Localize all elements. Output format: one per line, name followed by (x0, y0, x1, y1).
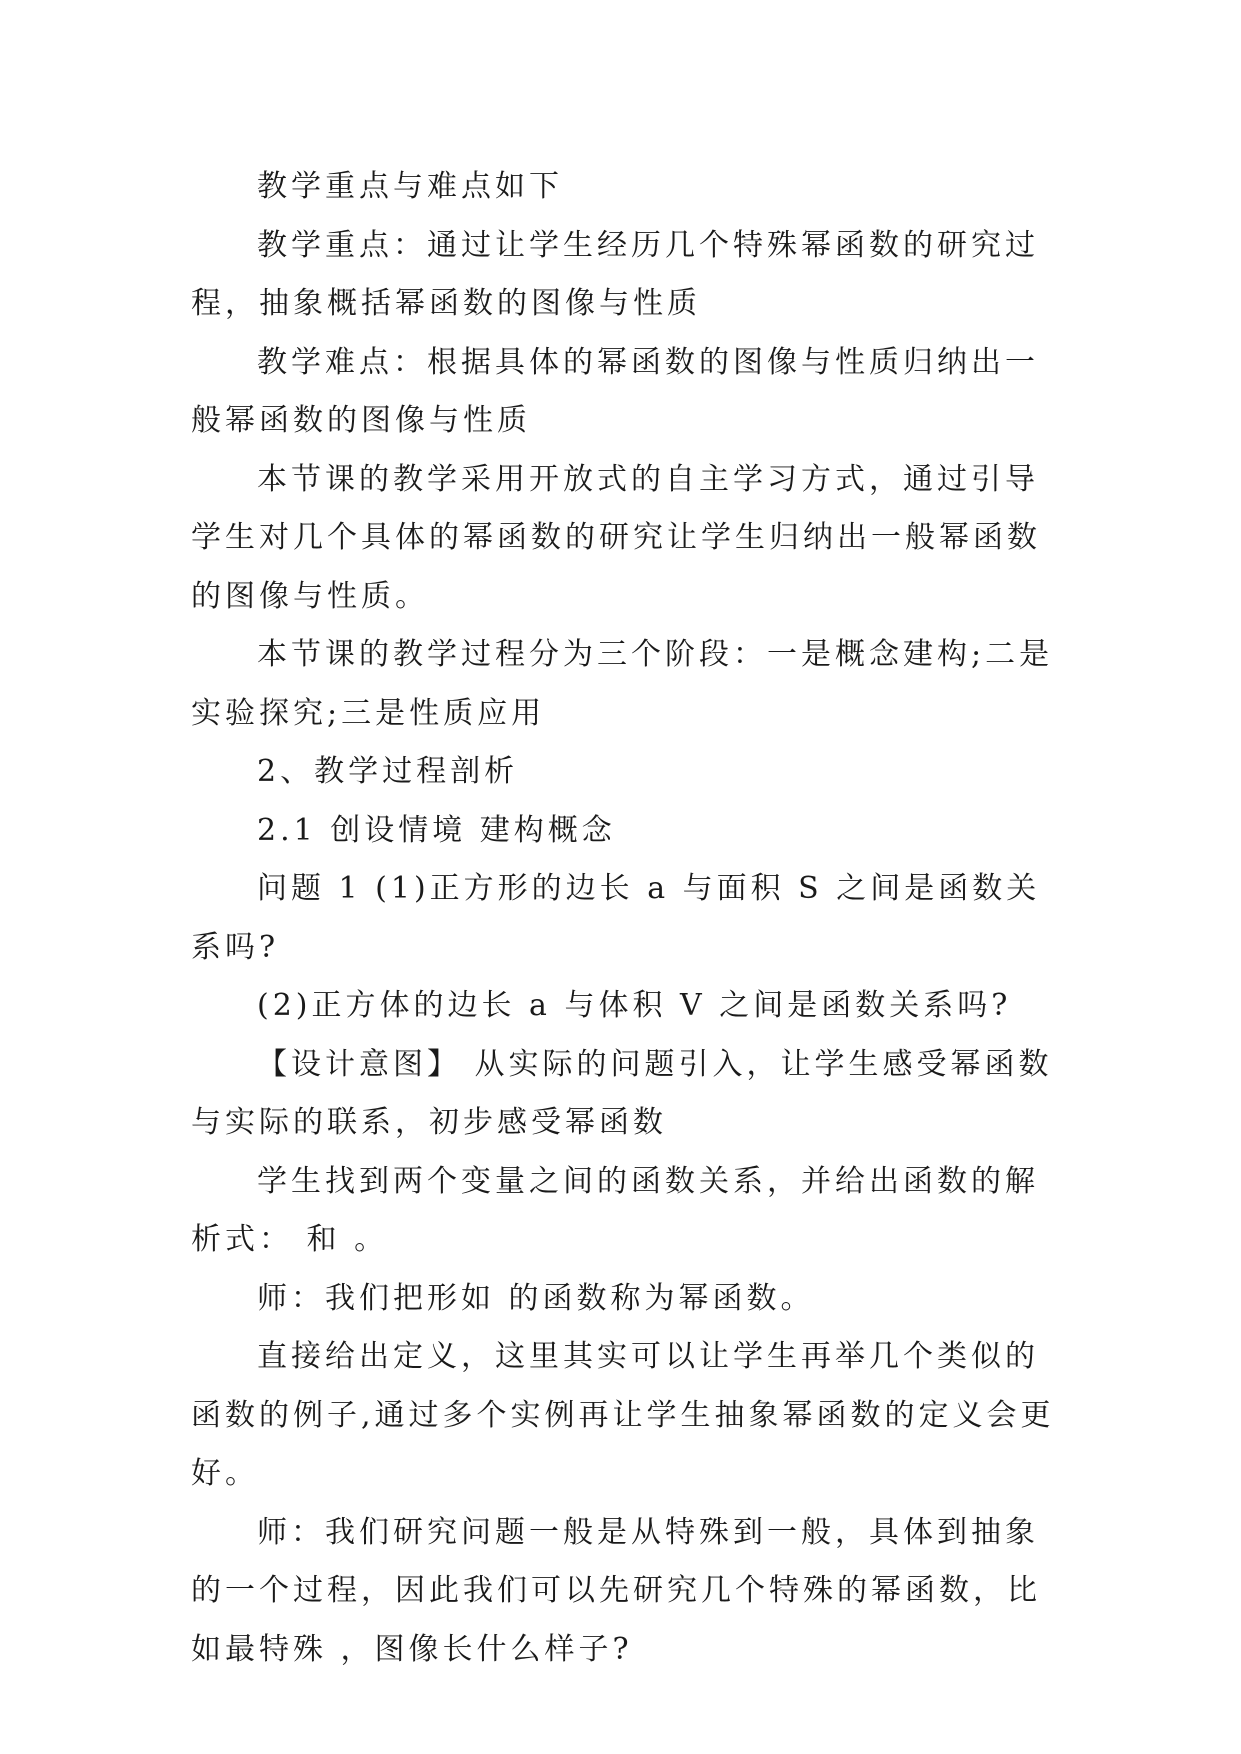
paragraph-teacher-special-to-general: 师：我们研究问题一般是从特殊到一般，具体到抽象的一个过程，因此我们可以先研究几个特殊的幂函数，比如最特殊 ，图像长什么样子? (191, 1514, 1041, 1667)
subsection-heading-2-1: 2.1 创设情境 建构概念 (257, 812, 616, 848)
paragraph-teaching-difficulty: 教学难点：根据具体的幂函数的图像与性质归纳出一般幂函数的图像与性质 (191, 344, 1039, 438)
paragraph-question-1-part-2: (2)正方体的边长 a 与体积 V 之间是函数关系吗? (257, 988, 1012, 1023)
paragraph-teacher-definition: 师：我们把形如 的函数称为幂函数。 (257, 1280, 815, 1316)
paragraph-teaching-focus: 教学重点：通过让学生经历几个特殊幂函数的研究过程，抽象概括幂函数的图像与性质 (191, 227, 1039, 321)
body-text (191, 158, 1061, 1679)
paragraph-question-1-part-1: 问题 1 (1)正方形的边长 a 与面积 S 之间是函数关系吗? (191, 871, 1041, 965)
section-heading-process-analysis: 2、教学过程剖析 (257, 754, 519, 789)
paragraph-student-finds-relation: 学生找到两个变量之间的函数关系，并给出函数的解析式： 和 。 (191, 1163, 1039, 1257)
paragraph-teaching-method: 本节课的教学采用开放式的自主学习方式，通过引导学生对几个具体的幂函数的研究让学生归纳出一般幂函数的图像与性质。 (191, 461, 1041, 614)
paragraph-design-intent: 【设计意图】 从实际的问题引入，让学生感受幂函数与实际的联系，初步感受幂函数 (191, 1046, 1053, 1140)
paragraph-teaching-stages: 本节课的教学过程分为三个阶段：一是概念建构;二是实验探究;三是性质应用 (191, 637, 1054, 731)
paragraph-key-points-heading: 教学重点与难点如下 (257, 169, 563, 204)
paragraph-comment-definition: 直接给出定义，这里其实可以让学生再举几个类似的函数的例子,通过多个实例再让学生抽象幂函数的定义会更好。 (191, 1339, 1055, 1491)
